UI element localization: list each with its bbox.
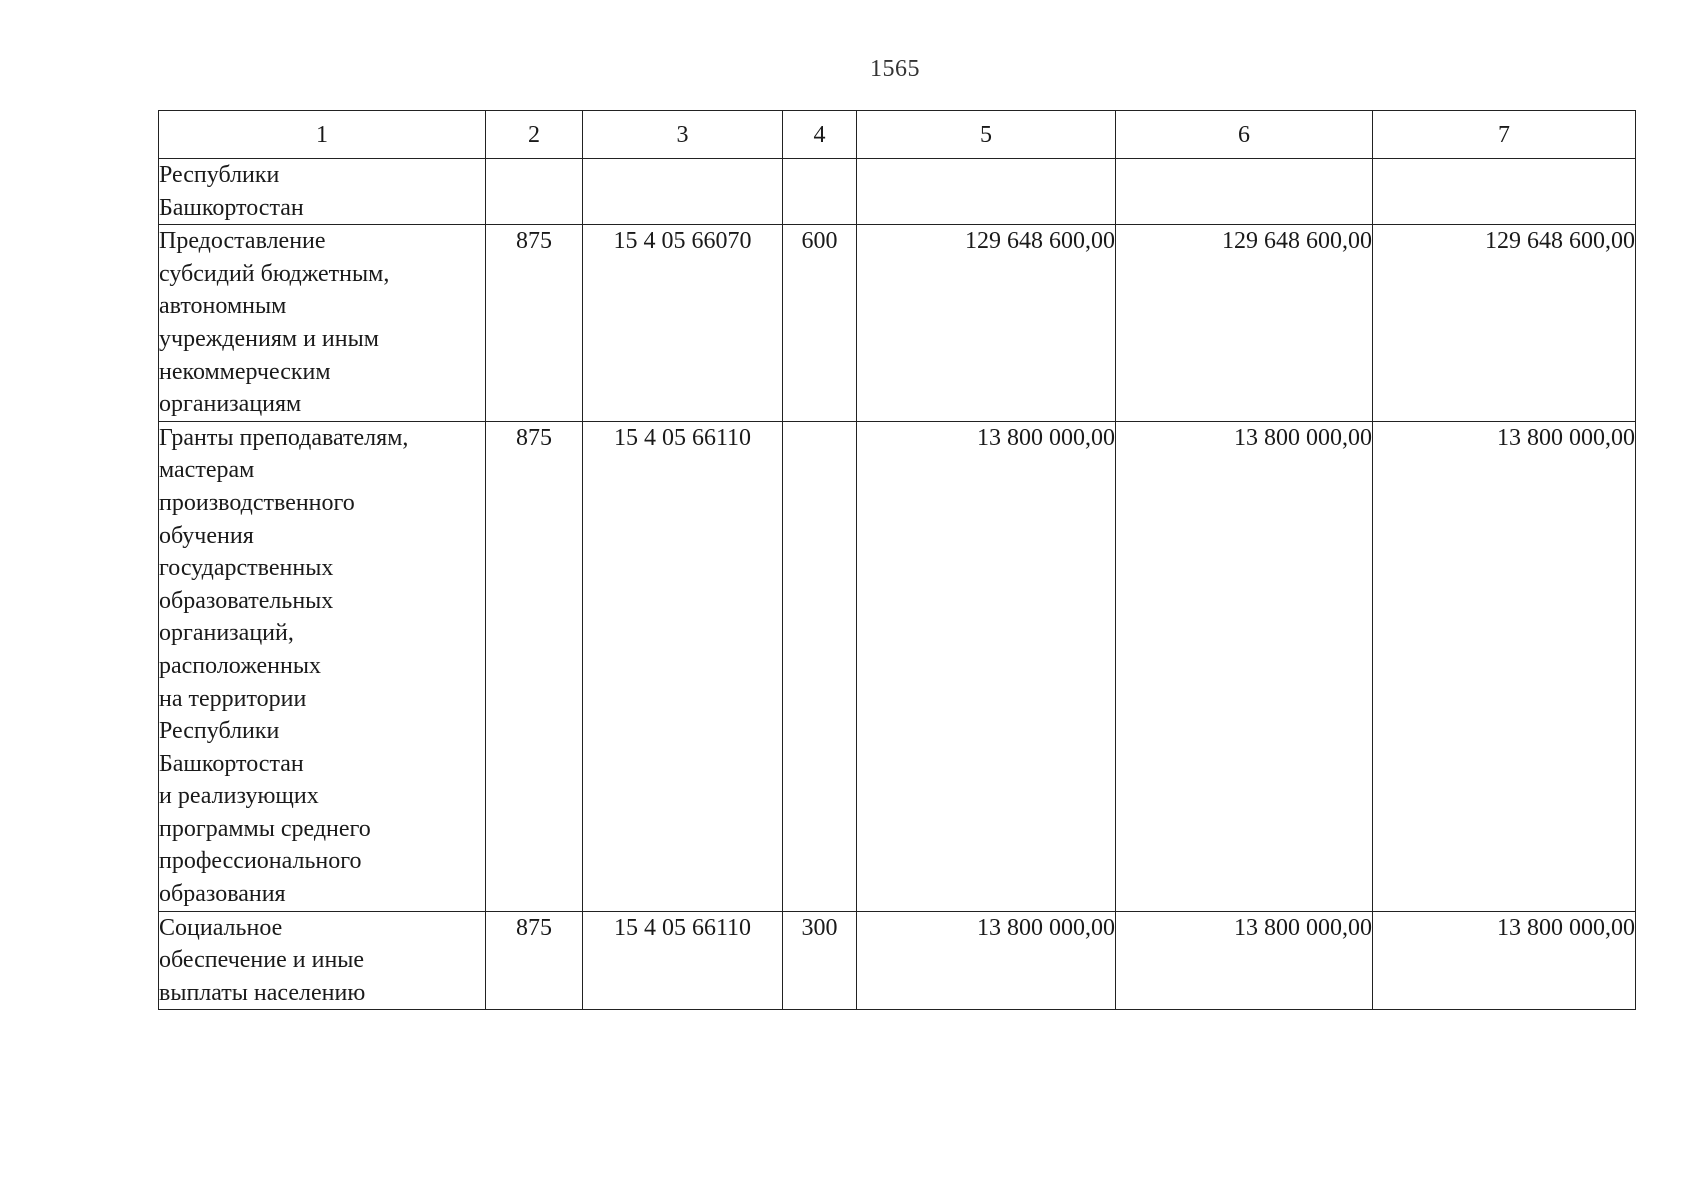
row-name-line: Башкортостан — [159, 750, 304, 777]
amount-cell: 13 800 000,00 — [1373, 421, 1636, 911]
row-name-line: организаций, — [159, 620, 294, 647]
column-header: 2 — [486, 111, 583, 159]
table-row — [159, 159, 1636, 225]
row-name-line: производственного — [159, 489, 355, 516]
table-row — [159, 911, 1636, 1010]
row-name-line: субсидий бюджетным, — [159, 260, 390, 287]
amount-cell: 13 800 000,00 — [1373, 911, 1636, 1010]
amount-cell: 129 648 600,00 — [857, 225, 1116, 422]
row-name-line: Предоставление — [159, 228, 326, 255]
expense-type-cell: 600 — [783, 225, 857, 422]
row-name-line: выплаты населению — [159, 979, 366, 1006]
table-header-row — [159, 111, 1636, 159]
column-header: 6 — [1116, 111, 1373, 159]
row-name-line: Республики — [159, 162, 280, 188]
row-name-line: и реализующих — [159, 783, 319, 810]
page-number: 1565 — [870, 56, 920, 82]
row-name-line: Республики — [159, 718, 280, 745]
amount-cell: 13 800 000,00 — [857, 421, 1116, 911]
row-name-line: учреждениям и иным — [159, 325, 379, 352]
column-header: 3 — [583, 111, 783, 159]
row-name-line: организациям — [159, 391, 302, 418]
expense-type-cell: 300 — [783, 911, 857, 1010]
table-row — [159, 225, 1636, 422]
budget-table — [158, 110, 1636, 1010]
amount-cell: 129 648 600,00 — [1116, 225, 1373, 422]
row-name-line: программы среднего — [159, 815, 371, 842]
amount-cell: 13 800 000,00 — [1116, 421, 1373, 911]
row-name-line: некоммерческим — [159, 358, 331, 385]
chapter-code-cell: 875 — [486, 421, 583, 911]
target-code-cell — [583, 159, 783, 225]
target-code-cell: 15 4 05 66110 — [583, 911, 783, 1010]
row-name-cell — [159, 159, 486, 225]
row-name-line: обеспечение и иные — [159, 947, 365, 974]
amount-cell — [1116, 159, 1373, 225]
row-name-line: профессионального — [159, 848, 362, 875]
row-name-cell — [159, 911, 486, 1010]
row-name-line: Башкортостан — [159, 194, 304, 221]
amount-cell — [1373, 159, 1636, 225]
row-name-cell — [159, 421, 486, 911]
chapter-code-cell — [486, 159, 583, 225]
column-header: 4 — [783, 111, 857, 159]
expense-type-cell — [783, 159, 857, 225]
amount-cell: 13 800 000,00 — [857, 911, 1116, 1010]
chapter-code-cell: 875 — [486, 911, 583, 1010]
row-name-line: обучения — [159, 522, 254, 549]
row-name-line: мастерам — [159, 457, 255, 484]
row-name-line: расположенных — [159, 652, 321, 679]
amount-cell: 13 800 000,00 — [1116, 911, 1373, 1010]
expense-type-cell — [783, 421, 857, 911]
row-name-line: автономным — [159, 293, 287, 320]
amount-cell: 129 648 600,00 — [1373, 225, 1636, 422]
amount-cell — [857, 159, 1116, 225]
column-header: 5 — [857, 111, 1116, 159]
row-name-line: Гранты преподавателям, — [159, 424, 409, 451]
row-name-line: Социальное — [159, 914, 283, 941]
row-name-line: образования — [159, 881, 286, 908]
row-name-line: образовательных — [159, 587, 334, 614]
row-name-line: государственных — [159, 555, 334, 582]
row-name-cell — [159, 225, 486, 422]
table-row — [159, 421, 1636, 911]
target-code-cell: 15 4 05 66110 — [583, 421, 783, 911]
row-name-line: на территории — [159, 685, 307, 712]
target-code-cell: 15 4 05 66070 — [583, 225, 783, 422]
column-header: 7 — [1373, 111, 1636, 159]
chapter-code-cell: 875 — [486, 225, 583, 422]
column-header: 1 — [159, 111, 486, 159]
